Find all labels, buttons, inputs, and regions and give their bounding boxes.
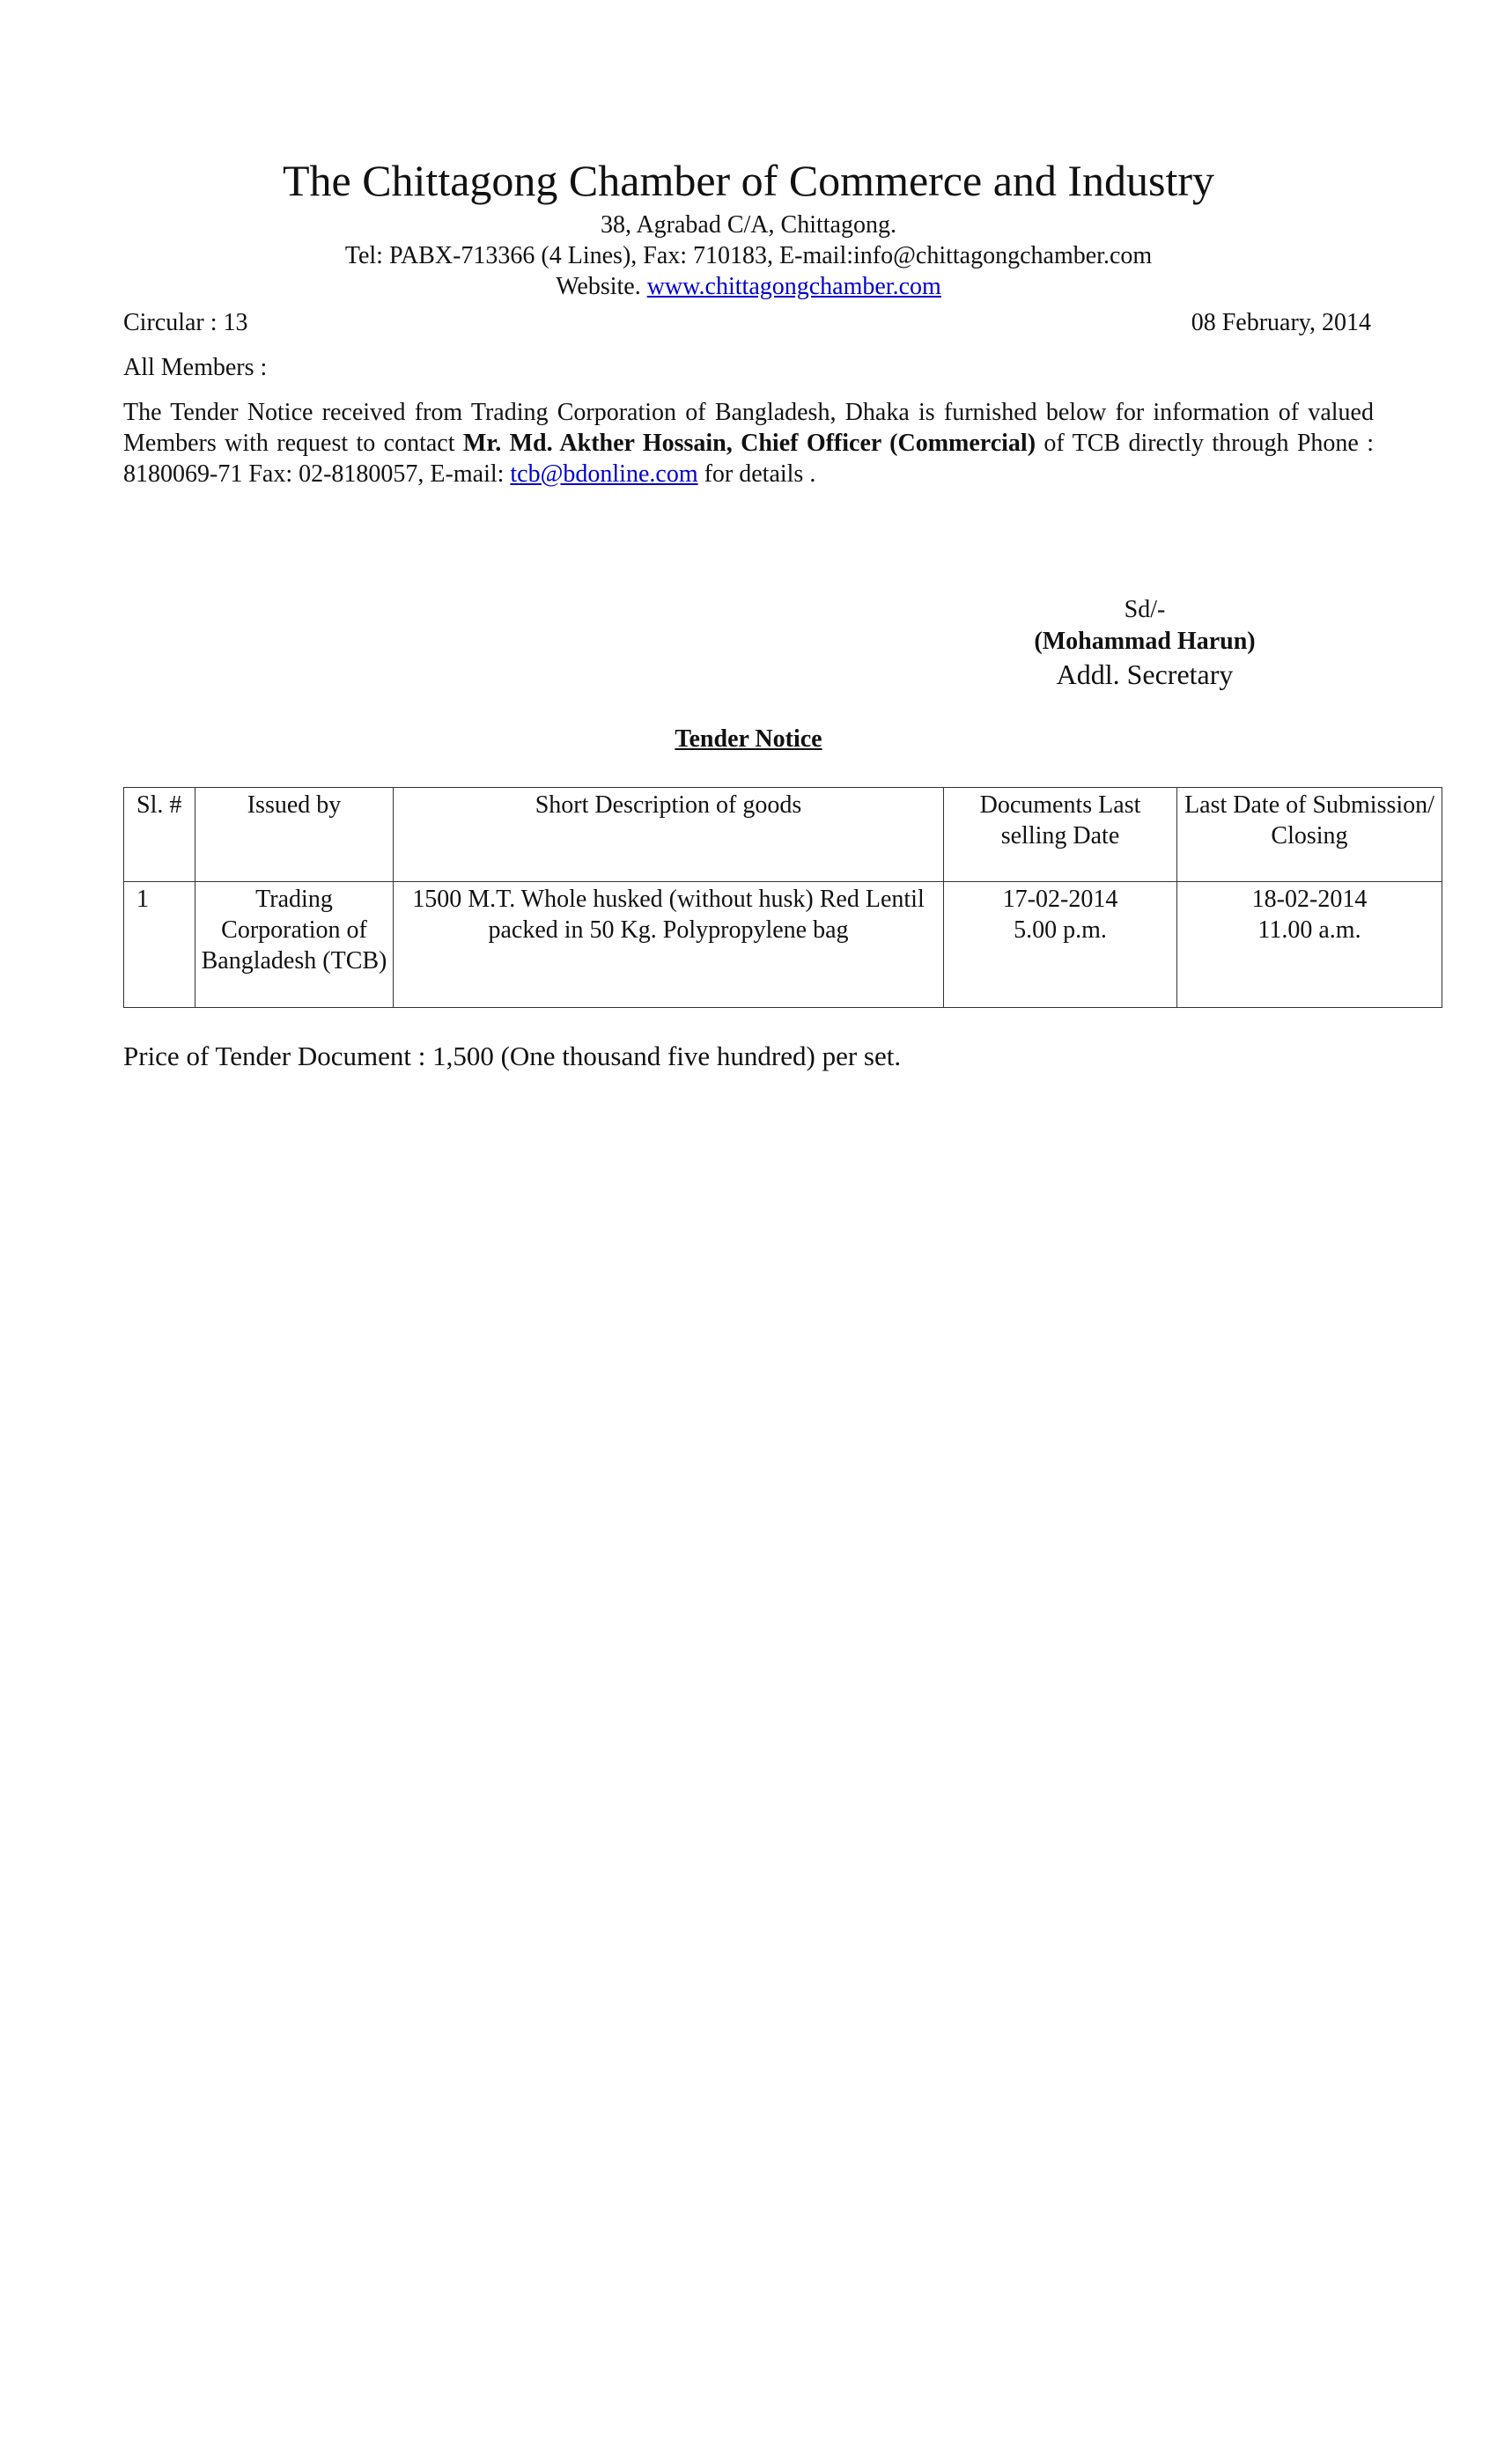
organization-name: The Chittagong Chamber of Commerce and Industry xyxy=(282,156,1215,205)
intro-paragraph xyxy=(123,397,1374,489)
table-header-row xyxy=(124,788,1442,882)
submission-time: 11.00 a.m. xyxy=(1257,916,1361,944)
header-last-submission: Last Date of Submission/ Closing xyxy=(1177,788,1442,882)
doc-time: 5.00 p.m. xyxy=(1014,916,1107,944)
website-label: Website. xyxy=(556,273,647,300)
tender-notice-title: Tender Notice xyxy=(675,725,822,753)
organization-website xyxy=(0,271,1497,302)
circular-number: Circular : 13 xyxy=(123,309,248,336)
intro-text-3: for details . xyxy=(697,460,816,488)
cell-doc-last-selling xyxy=(944,882,1177,1008)
email-link[interactable]: tcb@bdonline.com xyxy=(510,460,698,488)
header-description: Short Description of goods xyxy=(394,788,944,882)
salutation: All Members : xyxy=(123,354,268,381)
intro-text-1: The Tender Notice received from Trading Corporation of Bangladesh, Dhaka is furnished below for information of valued Members with request to contact xyxy=(123,399,1374,457)
organization-contact: Tel: PABX-713366 (4 Lines), Fax: 710183, E-mail:info@chittagongchamber.com xyxy=(344,242,1153,269)
header-doc-last-selling: Documents Last selling Date xyxy=(944,788,1177,882)
cell-sl: 1 xyxy=(124,882,195,1008)
letterhead xyxy=(0,151,1497,302)
doc-date: 17-02-2014 xyxy=(1002,886,1118,913)
circular-row xyxy=(123,307,1371,339)
circular-date: 08 February, 2014 xyxy=(1191,309,1371,336)
header-sl: Sl. # xyxy=(124,788,195,882)
signature-block xyxy=(969,594,1321,691)
contact-person: Mr. Md. Akther Hossain, Chief Officer (Commercial) xyxy=(462,430,1036,457)
website-link[interactable]: www.chittagongchamber.com xyxy=(646,273,941,300)
header-issued-by: Issued by xyxy=(195,788,394,882)
cell-last-submission xyxy=(1177,882,1442,1008)
price-note: Price of Tender Document : 1,500 (One thousand five hundred) per set. xyxy=(123,1041,902,1071)
organization-address: 38, Agrabad C/A, Chittagong. xyxy=(601,211,896,239)
submission-date: 18-02-2014 xyxy=(1251,886,1368,913)
signatory-name: (Mohammad Harun) xyxy=(1034,628,1256,655)
signature-sd: Sd/- xyxy=(1124,596,1166,623)
cell-issued-by: Trading Corporation of Bangladesh (TCB) xyxy=(195,882,394,1008)
cell-description: 1500 M.T. Whole husked (without husk) Red Lentil packed in 50 Kg. Polypropylene bag xyxy=(394,882,944,1008)
tender-table xyxy=(123,787,1442,1008)
table-row xyxy=(124,882,1442,1008)
signatory-title: Addl. Secretary xyxy=(1056,658,1234,690)
intro-text-2: of TCB directly through Phone : 8180069-71 Fax: 02-8180057, E-mail: xyxy=(123,430,1374,488)
